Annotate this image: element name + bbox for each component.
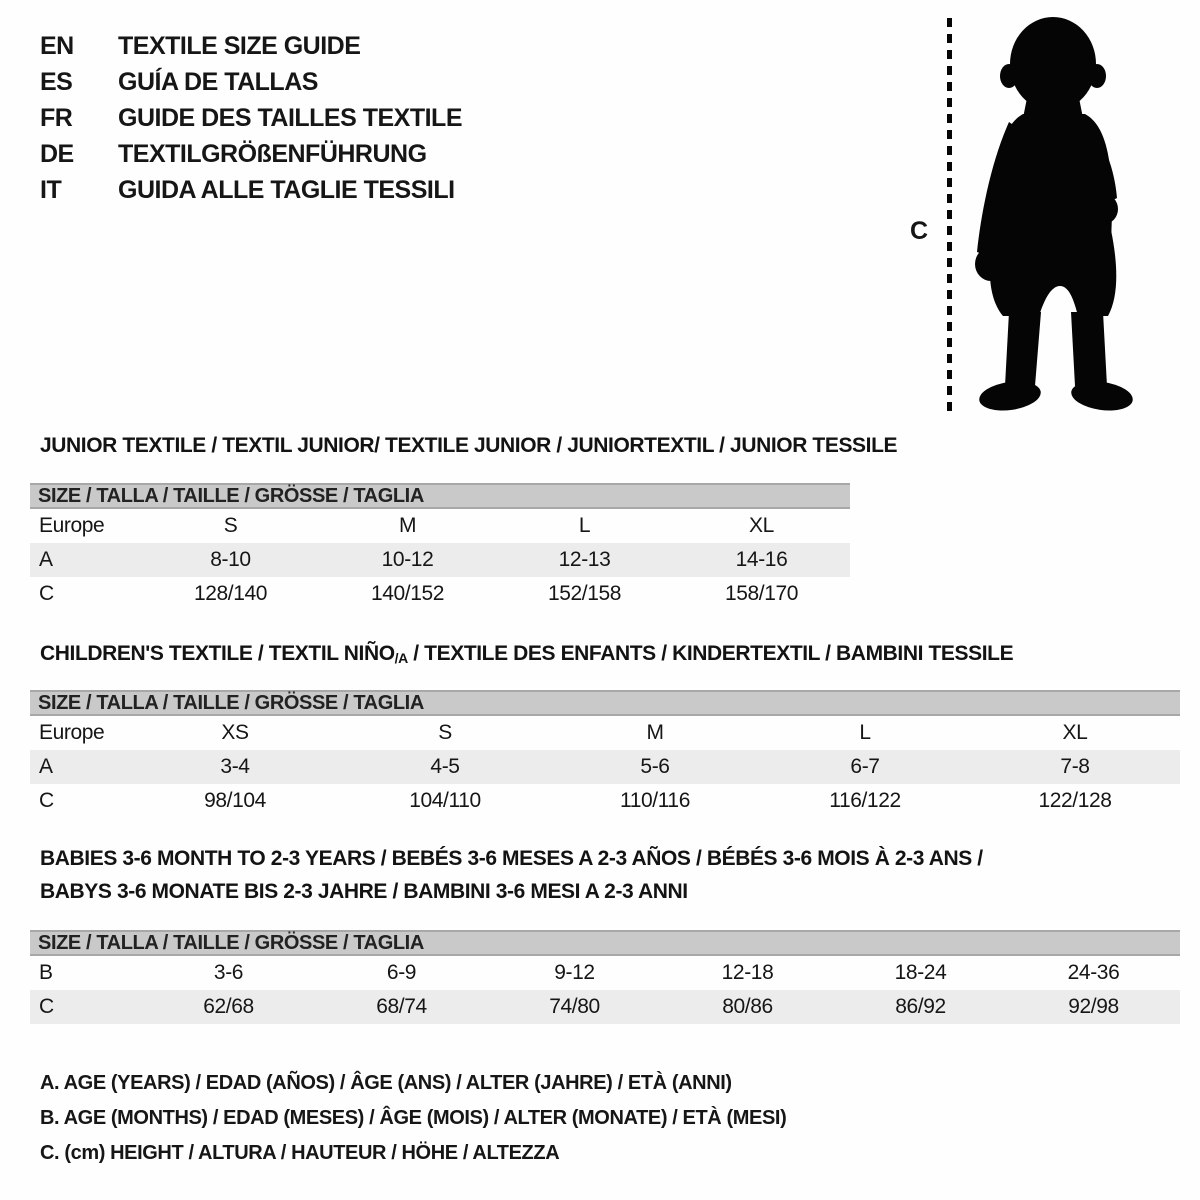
age-cell: 14-16 [735,548,788,571]
size-cell: XS [221,721,249,744]
junior-size-table [30,483,850,611]
age-cell: 8-10 [210,548,251,571]
height-cell: 128/140 [193,582,268,605]
age-cell: 7-8 [1060,755,1090,778]
row-label: Europe [39,514,105,537]
age-cell: 9-12 [554,961,595,984]
height-cell: 116/122 [829,789,901,812]
babies-section-title [40,842,983,908]
table-row [30,577,850,611]
row-label: A [39,755,53,778]
height-cell: 122/128 [1038,789,1112,812]
height-cell: 62/68 [203,995,254,1018]
size-cell: S [223,514,238,537]
babies-title-line2: BABYS 3-6 MONATE BIS 2-3 JAHRE / BAMBINI 3-6 MESI A 2-3 ANNI [40,880,688,903]
lang-row-de [40,136,462,172]
size-cell: L [578,514,591,537]
size-cell: M [646,721,664,744]
size-cell: L [859,721,871,744]
height-measure-label: C [910,217,929,245]
lang-row-es [40,64,462,100]
children-title-rest: / TEXTILE DES ENFANTS / KINDERTEXTIL / BAMBINI TESSILE [407,642,1014,665]
lang-code: IT [40,175,62,204]
size-cell: XL [749,514,774,537]
table-row [30,543,850,577]
toddler-silhouette-icon [963,12,1147,418]
language-header [40,28,462,208]
table-row [30,509,850,543]
lang-code: FR [40,103,73,132]
children-size-header: SIZE / TALLA / TAILLE / GRÖSSE / TAGLIA [30,690,1180,716]
lang-row-en [40,28,462,64]
age-cell: 3-6 [213,961,244,984]
babies-size-header: SIZE / TALLA / TAILLE / GRÖSSE / TAGLIA [30,930,1180,956]
babies-size-table [30,930,1180,1024]
height-cell: 98/104 [204,789,266,812]
age-cell: 6-9 [386,961,417,984]
height-cell: 110/116 [620,789,690,812]
height-cell: 80/86 [722,995,773,1018]
age-cell: 5-6 [640,755,670,778]
table-row [30,990,1180,1024]
height-cell: 92/98 [1068,995,1119,1018]
height-cell: 74/80 [549,995,600,1018]
guide-title-it: GUIDA ALLE TAGLIE TESSILI [118,175,455,204]
row-label: C [39,995,54,1018]
row-label: Europe [39,721,105,744]
lang-code: EN [40,31,74,60]
row-label: C [39,582,54,605]
size-cell: XL [1062,721,1088,744]
legend-line-c: C. (cm) HEIGHT / ALTURA / HAUTEUR / HÖHE / ALTEZZA [40,1142,560,1164]
age-cell: 10-12 [381,548,434,571]
height-dashed-line [947,18,952,416]
guide-title-es: GUÍA DE TALLAS [118,67,318,96]
height-cell: 86/92 [895,995,946,1018]
table-row [30,750,1180,784]
legend-line-b: B. AGE (MONTHS) / EDAD (MESES) / ÂGE (MOIS) / ALTER (MONATE) / ETÀ (MESI) [40,1107,787,1129]
age-cell: 18-24 [894,961,947,984]
height-cell: 104/110 [409,789,481,812]
size-cell: M [398,514,417,537]
guide-title-en: TEXTILE SIZE GUIDE [118,31,361,60]
row-label: B [39,961,53,984]
junior-section-title: JUNIOR TEXTILE / TEXTIL JUNIOR/ TEXTILE JUNIOR / JUNIORTEXTIL / JUNIOR TESSILE [40,434,898,457]
measurement-legend [40,1066,786,1171]
children-title-main: CHILDREN'S TEXTILE / TEXTIL NIÑO [40,642,395,665]
babies-title-line1: BABIES 3-6 MONTH TO 2-3 YEARS / BEBÉS 3-6 MESES A 2-3 AÑOS / BÉBÉS 3-6 MOIS À 2-3 ANS / [40,847,983,870]
age-cell: 12-18 [721,961,774,984]
height-cell: 158/170 [724,582,799,605]
children-title-sub: /A [394,650,408,666]
children-size-table [30,690,1180,818]
guide-title-de: TEXTILGRÖßENFÜHRUNG [118,139,427,168]
junior-size-header: SIZE / TALLA / TAILLE / GRÖSSE / TAGLIA [30,483,850,509]
row-label: C [39,789,54,812]
height-cell: 140/152 [370,582,445,605]
age-cell: 4-5 [430,755,460,778]
height-cell: 152/158 [547,582,622,605]
children-section-title [40,642,1013,666]
table-row [30,956,1180,990]
legend-line-a: A. AGE (YEARS) / EDAD (AÑOS) / ÂGE (ANS) / ALTER (JAHRE) / ETÀ (ANNI) [40,1072,732,1094]
table-row [30,716,1180,750]
lang-code: ES [40,67,73,96]
size-cell: S [438,721,452,744]
age-cell: 6-7 [850,755,880,778]
lang-row-it [40,172,462,208]
table-row [30,784,1180,818]
age-cell: 24-36 [1067,961,1120,984]
guide-title-fr: GUIDE DES TAILLES TEXTILE [118,103,463,132]
height-cell: 68/74 [376,995,427,1018]
age-cell: 3-4 [220,755,250,778]
lang-code: DE [40,139,74,168]
row-label: A [39,548,53,571]
age-cell: 12-13 [558,548,611,571]
lang-row-fr [40,100,462,136]
